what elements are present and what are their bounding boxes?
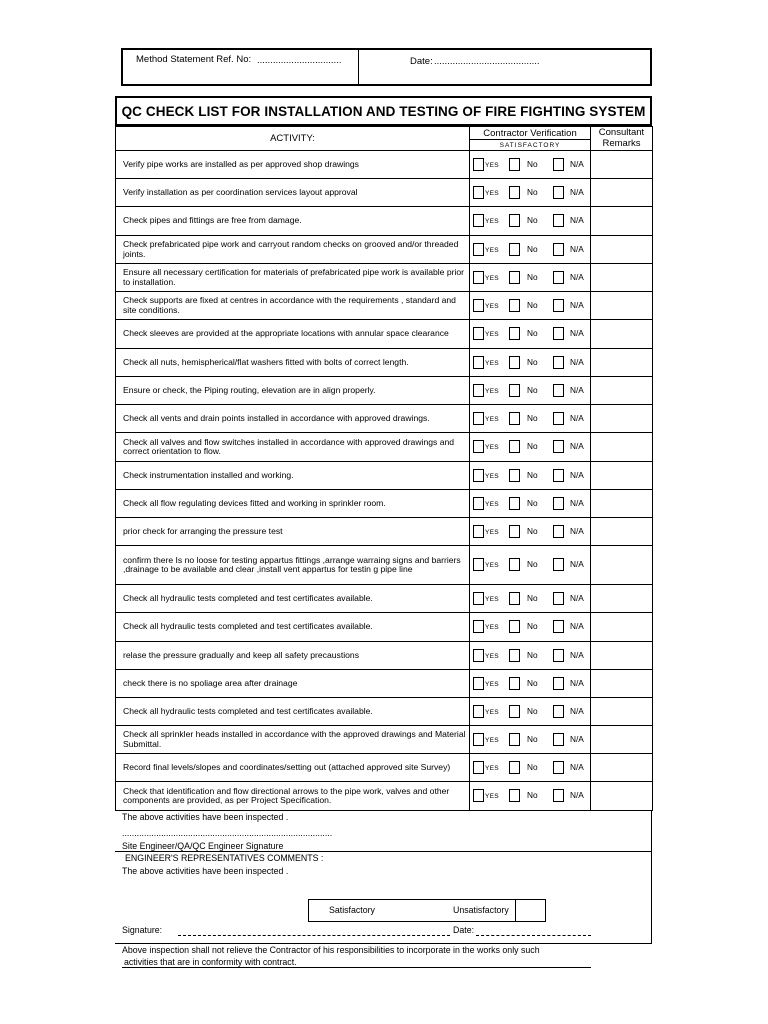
no-label: No xyxy=(527,271,538,282)
table-row xyxy=(116,585,653,613)
disclaimer-underline xyxy=(122,967,591,968)
na-label: N/A xyxy=(570,621,584,631)
verification-cell xyxy=(470,349,591,377)
na-label: N/A xyxy=(570,525,584,536)
remarks-cell[interactable] xyxy=(591,207,653,236)
yes-label: YES xyxy=(485,680,499,688)
date-field-footer[interactable] xyxy=(476,935,591,936)
inspected-statement-1: The above activities have been inspected . xyxy=(122,812,289,822)
no-label: No xyxy=(527,215,538,225)
yes-label: YES xyxy=(485,387,499,395)
no-checkbox[interactable] xyxy=(509,243,520,256)
date-label: Date: xyxy=(410,56,433,67)
activity-cell: Check all hydraulic tests completed and test certificates available. xyxy=(116,698,470,726)
no-checkbox[interactable] xyxy=(509,649,520,662)
yes-label: YES xyxy=(485,161,499,169)
na-label: N/A xyxy=(570,412,584,423)
satisfactory-subheader: SATISFACTORY xyxy=(470,140,591,151)
na-label: N/A xyxy=(570,215,584,225)
table-row xyxy=(116,642,653,670)
no-label: No xyxy=(527,299,538,310)
na-checkbox[interactable] xyxy=(553,214,564,227)
activity-cell: Ensure all necessary certification for materials of prefabricated pipe work is available prior to installation. xyxy=(116,264,470,292)
na-label: N/A xyxy=(570,186,584,197)
remarks-cell[interactable] xyxy=(591,698,653,726)
na-checkbox[interactable] xyxy=(553,158,564,171)
na-label: N/A xyxy=(570,469,584,480)
yes-label: YES xyxy=(485,764,499,772)
yes-checkbox[interactable] xyxy=(473,592,484,605)
yes-label: YES xyxy=(485,595,499,603)
no-checkbox[interactable] xyxy=(509,525,520,538)
no-label: No xyxy=(527,790,538,800)
no-label: No xyxy=(527,328,538,338)
no-label: No xyxy=(527,559,538,569)
verification-cell xyxy=(470,151,591,179)
table-row xyxy=(116,405,653,433)
remarks-cell[interactable] xyxy=(591,670,653,698)
verification-cell xyxy=(470,613,591,642)
no-label: No xyxy=(527,649,538,660)
yes-checkbox[interactable] xyxy=(473,705,484,718)
remarks-cell[interactable] xyxy=(591,462,653,490)
table-header-row xyxy=(116,127,653,140)
disclaimer-line-2: activities that are in conformity with contract. xyxy=(124,957,297,967)
table-row xyxy=(116,698,653,726)
yes-checkbox[interactable] xyxy=(473,733,484,746)
activity-cell: Record final levels/slopes and coordinates/setting out (attached approved site Survey) xyxy=(116,754,470,782)
na-label: N/A xyxy=(570,271,584,282)
yes-label: YES xyxy=(485,652,499,660)
header-divider xyxy=(358,50,359,84)
yes-label: YES xyxy=(485,246,499,254)
remarks-cell[interactable] xyxy=(591,151,653,179)
consultant-remarks-header xyxy=(591,127,653,151)
na-label: N/A xyxy=(570,441,584,451)
na-checkbox[interactable] xyxy=(553,649,564,662)
yes-checkbox[interactable] xyxy=(473,412,484,425)
activity-cell: Check all hydraulic tests completed and test certificates available. xyxy=(116,613,470,642)
no-checkbox[interactable] xyxy=(509,356,520,369)
remarks-cell[interactable] xyxy=(591,726,653,754)
yes-label: YES xyxy=(485,472,499,480)
date-label-footer: Date: xyxy=(453,925,475,935)
na-label: N/A xyxy=(570,559,584,569)
activity-cell: Check pipes and fittings are free from damage. xyxy=(116,207,470,236)
verification-cell xyxy=(470,726,591,754)
table-row xyxy=(116,670,653,698)
activity-cell: relase the pressure gradually and keep all safety precaustions xyxy=(116,642,470,670)
consultant-remarks-line1: Consultant xyxy=(598,127,645,138)
activity-cell: Check all nuts, hemispherical/flat washers fitted with bolts of correct length. xyxy=(116,349,470,377)
remarks-cell[interactable] xyxy=(591,292,653,320)
table-row xyxy=(116,236,653,264)
verification-cell xyxy=(470,546,591,585)
activity-cell: confirm there Is no loose for testing appartus fittings ,arrange warraing signs and barriers ,drainage to be available and clear ,install vent appartus for testin g pipe line xyxy=(116,546,470,585)
yes-label: YES xyxy=(485,302,499,310)
na-label: N/A xyxy=(570,592,584,603)
table-row xyxy=(116,207,653,236)
yes-label: YES xyxy=(485,562,499,569)
na-label: N/A xyxy=(570,649,584,660)
yes-checkbox[interactable] xyxy=(473,677,484,690)
title-box xyxy=(115,96,652,126)
header-box xyxy=(121,48,652,86)
verification-cell xyxy=(470,782,591,811)
yes-checkbox[interactable] xyxy=(473,440,484,453)
remarks-cell[interactable] xyxy=(591,179,653,207)
table-row xyxy=(116,754,653,782)
na-checkbox[interactable] xyxy=(553,440,564,453)
na-checkbox[interactable] xyxy=(553,299,564,312)
na-checkbox[interactable] xyxy=(553,497,564,510)
site-engineer-signature-field[interactable]: ...................................................................................... xyxy=(122,828,333,838)
activity-cell: Check all hydraulic tests completed and test certificates available. xyxy=(116,585,470,613)
verification-cell xyxy=(470,490,591,518)
verification-cell xyxy=(470,670,591,698)
yes-checkbox[interactable] xyxy=(473,789,484,802)
yes-checkbox[interactable] xyxy=(473,649,484,662)
table-row xyxy=(116,264,653,292)
yes-label: YES xyxy=(485,736,499,744)
na-label: N/A xyxy=(570,790,584,800)
no-checkbox[interactable] xyxy=(509,271,520,284)
satisfactory-option[interactable]: Satisfactory xyxy=(329,905,375,915)
yes-checkbox[interactable] xyxy=(473,761,484,774)
na-label: N/A xyxy=(570,677,584,688)
table-row xyxy=(116,490,653,518)
na-checkbox[interactable] xyxy=(553,186,564,199)
yes-label: YES xyxy=(485,274,499,282)
no-checkbox[interactable] xyxy=(509,761,520,774)
na-label: N/A xyxy=(570,733,584,744)
yes-checkbox[interactable] xyxy=(473,214,484,227)
no-label: No xyxy=(527,761,538,772)
na-checkbox[interactable] xyxy=(553,592,564,605)
yes-checkbox[interactable] xyxy=(473,558,484,571)
remarks-cell[interactable] xyxy=(591,782,653,811)
no-label: No xyxy=(527,592,538,603)
remarks-cell[interactable] xyxy=(591,405,653,433)
activity-cell: Check prefabricated pipe work and carryout random checks on grooved and/or threaded joints. xyxy=(116,236,470,264)
no-checkbox[interactable] xyxy=(509,469,520,482)
verification-cell xyxy=(470,377,591,405)
yes-checkbox[interactable] xyxy=(473,186,484,199)
activity-cell: Check that identification and flow directional arrows to the pipe work, valves and other components are provided, as per Project Specification. xyxy=(116,782,470,811)
no-label: No xyxy=(527,705,538,716)
yes-checkbox[interactable] xyxy=(473,243,484,256)
remarks-cell[interactable] xyxy=(591,377,653,405)
remarks-cell[interactable] xyxy=(591,433,653,462)
no-checkbox[interactable] xyxy=(509,677,520,690)
no-checkbox[interactable] xyxy=(509,497,520,510)
yes-checkbox[interactable] xyxy=(473,299,484,312)
no-label: No xyxy=(527,525,538,536)
remarks-cell[interactable] xyxy=(591,642,653,670)
yes-label: YES xyxy=(485,708,499,716)
na-checkbox[interactable] xyxy=(553,761,564,774)
na-label: N/A xyxy=(570,158,584,169)
footer-section-divider xyxy=(115,851,652,852)
remarks-cell[interactable] xyxy=(591,518,653,546)
footer-right-border xyxy=(651,810,652,944)
yes-label: YES xyxy=(485,415,499,423)
table-row xyxy=(116,433,653,462)
no-label: No xyxy=(527,621,538,631)
na-label: N/A xyxy=(570,299,584,310)
table-row xyxy=(116,349,653,377)
na-label: N/A xyxy=(570,243,584,254)
yes-checkbox[interactable] xyxy=(473,620,484,633)
verification-cell xyxy=(470,462,591,490)
yes-label: YES xyxy=(485,500,499,508)
method-ref-label: Method Statement Ref. No: xyxy=(136,54,252,65)
no-checkbox[interactable] xyxy=(509,592,520,605)
table-row xyxy=(116,462,653,490)
table-row xyxy=(116,320,653,349)
remarks-cell[interactable] xyxy=(591,236,653,264)
yes-checkbox[interactable] xyxy=(473,356,484,369)
page-title: QC CHECK LIST FOR INSTALLATION AND TESTING OF FIRE FIGHTING SYSTEM xyxy=(121,104,646,119)
na-checkbox[interactable] xyxy=(553,356,564,369)
yes-label: YES xyxy=(485,218,499,225)
no-checkbox[interactable] xyxy=(509,789,520,802)
unsatisfactory-option[interactable]: Unsatisfactory xyxy=(453,905,509,915)
no-label: No xyxy=(527,243,538,254)
no-label: No xyxy=(527,441,538,451)
footer-disclaimer-divider xyxy=(115,943,652,944)
no-checkbox[interactable] xyxy=(509,440,520,453)
remarks-cell[interactable] xyxy=(591,754,653,782)
no-checkbox[interactable] xyxy=(509,733,520,746)
na-checkbox[interactable] xyxy=(553,677,564,690)
no-label: No xyxy=(527,412,538,423)
na-label: N/A xyxy=(570,328,584,338)
no-label: No xyxy=(527,677,538,688)
yes-label: YES xyxy=(485,528,499,536)
no-checkbox[interactable] xyxy=(509,214,520,227)
na-checkbox[interactable] xyxy=(553,327,564,340)
signature-field[interactable] xyxy=(178,935,450,936)
table-row xyxy=(116,782,653,811)
no-checkbox[interactable] xyxy=(509,620,520,633)
activity-cell: check there is no spoliage area after drainage xyxy=(116,670,470,698)
yes-checkbox[interactable] xyxy=(473,525,484,538)
verification-cell xyxy=(470,433,591,462)
yes-checkbox[interactable] xyxy=(473,497,484,510)
no-checkbox[interactable] xyxy=(509,186,520,199)
verification-cell xyxy=(470,292,591,320)
na-checkbox[interactable] xyxy=(553,733,564,746)
no-label: No xyxy=(527,384,538,395)
no-checkbox[interactable] xyxy=(509,558,520,571)
na-label: N/A xyxy=(570,497,584,508)
yes-label: YES xyxy=(485,444,499,451)
verification-cell xyxy=(470,264,591,292)
activity-cell: Check sleeves are provided at the appropriate locations with annular space clearance xyxy=(116,320,470,349)
date-field[interactable]: ........................................ xyxy=(434,56,540,67)
na-label: N/A xyxy=(570,761,584,772)
no-checkbox[interactable] xyxy=(509,384,520,397)
engineer-comments-heading: ENGINEER'S REPRESENTATIVES COMMENTS : xyxy=(125,853,324,863)
no-checkbox[interactable] xyxy=(509,705,520,718)
na-label: N/A xyxy=(570,705,584,716)
verification-cell xyxy=(470,642,591,670)
remarks-cell[interactable] xyxy=(591,320,653,349)
remarks-cell[interactable] xyxy=(591,585,653,613)
no-label: No xyxy=(527,733,538,744)
no-label: No xyxy=(527,158,538,169)
table-row xyxy=(116,151,653,179)
method-ref-field[interactable]: ................................ xyxy=(257,55,342,66)
yes-checkbox[interactable] xyxy=(473,327,484,340)
verification-cell xyxy=(470,698,591,726)
table-row xyxy=(116,546,653,585)
verification-cell xyxy=(470,320,591,349)
no-label: No xyxy=(527,186,538,197)
table-row xyxy=(116,726,653,754)
yes-label: YES xyxy=(485,359,499,367)
consultant-remarks-line2: Remarks xyxy=(602,137,641,149)
verification-cell xyxy=(470,754,591,782)
activity-cell: Check all valves and flow switches installed in accordance with approved drawings and correct orientation to flow. xyxy=(116,433,470,462)
verification-cell xyxy=(470,405,591,433)
no-checkbox[interactable] xyxy=(509,327,520,340)
no-label: No xyxy=(527,469,538,480)
activity-cell: Verify pipe works are installed as per approved shop drawings xyxy=(116,151,470,179)
checklist-table xyxy=(115,126,653,811)
na-checkbox[interactable] xyxy=(553,384,564,397)
remarks-cell[interactable] xyxy=(591,264,653,292)
yes-checkbox[interactable] xyxy=(473,271,484,284)
no-label: No xyxy=(527,356,538,367)
verification-cell xyxy=(470,179,591,207)
table-row xyxy=(116,613,653,642)
yes-checkbox[interactable] xyxy=(473,384,484,397)
signature-label: Signature: xyxy=(122,925,163,935)
na-checkbox[interactable] xyxy=(553,271,564,284)
activity-cell: Check all vents and drain points installed in accordance with approved drawings. xyxy=(116,405,470,433)
activity-header: ACTIVITY: xyxy=(116,127,470,151)
yes-label: YES xyxy=(485,189,499,197)
verification-cell xyxy=(470,518,591,546)
remarks-cell[interactable] xyxy=(591,546,653,585)
na-checkbox[interactable] xyxy=(553,620,564,633)
yes-label: YES xyxy=(485,624,499,631)
site-engineer-signature-label: Site Engineer/QA/QC Engineer Signature xyxy=(122,841,284,851)
table-row xyxy=(116,518,653,546)
verification-cell xyxy=(470,236,591,264)
yes-label: YES xyxy=(485,331,499,338)
yes-checkbox[interactable] xyxy=(473,158,484,171)
table-row xyxy=(116,292,653,320)
remarks-cell[interactable] xyxy=(591,349,653,377)
contractor-verification-header: Contractor Verification xyxy=(470,127,591,140)
activity-cell: Check all sprinkler heads installed in accordance with the approved drawings and Material Submittal. xyxy=(116,726,470,754)
no-checkbox[interactable] xyxy=(509,158,520,171)
na-label: N/A xyxy=(570,356,584,367)
na-checkbox[interactable] xyxy=(553,789,564,802)
activity-cell: Check all flow regulating devices fitted and working in sprinkler room. xyxy=(116,490,470,518)
yes-label: YES xyxy=(485,793,499,800)
na-label: N/A xyxy=(570,384,584,395)
na-checkbox[interactable] xyxy=(553,243,564,256)
na-checkbox[interactable] xyxy=(553,412,564,425)
table-row xyxy=(116,179,653,207)
yes-checkbox[interactable] xyxy=(473,469,484,482)
inspected-statement-2: The above activities have been inspected . xyxy=(122,866,289,876)
na-checkbox[interactable] xyxy=(553,558,564,571)
verification-cell xyxy=(470,207,591,236)
no-checkbox[interactable] xyxy=(509,412,520,425)
activity-cell: Verify installation as per coordination services layout approval xyxy=(116,179,470,207)
verification-cell xyxy=(470,585,591,613)
table-row xyxy=(116,377,653,405)
na-checkbox[interactable] xyxy=(553,705,564,718)
na-checkbox[interactable] xyxy=(553,469,564,482)
activity-cell: Check supports are fixed at centres in accordance with the requirements , standard and site conditions. xyxy=(116,292,470,320)
activity-cell: Ensure or check, the Piping routing, elevation are in align properly. xyxy=(116,377,470,405)
disclaimer-line-1: Above inspection shall not relieve the Contractor of his responsibilities to incorporate in the works only such xyxy=(122,945,540,955)
remarks-cell[interactable] xyxy=(591,490,653,518)
activity-cell: prior check for arranging the pressure test xyxy=(116,518,470,546)
activity-cell: Check instrumentation installed and working. xyxy=(116,462,470,490)
no-checkbox[interactable] xyxy=(509,299,520,312)
na-checkbox[interactable] xyxy=(553,525,564,538)
no-label: No xyxy=(527,497,538,508)
remarks-cell[interactable] xyxy=(591,613,653,642)
